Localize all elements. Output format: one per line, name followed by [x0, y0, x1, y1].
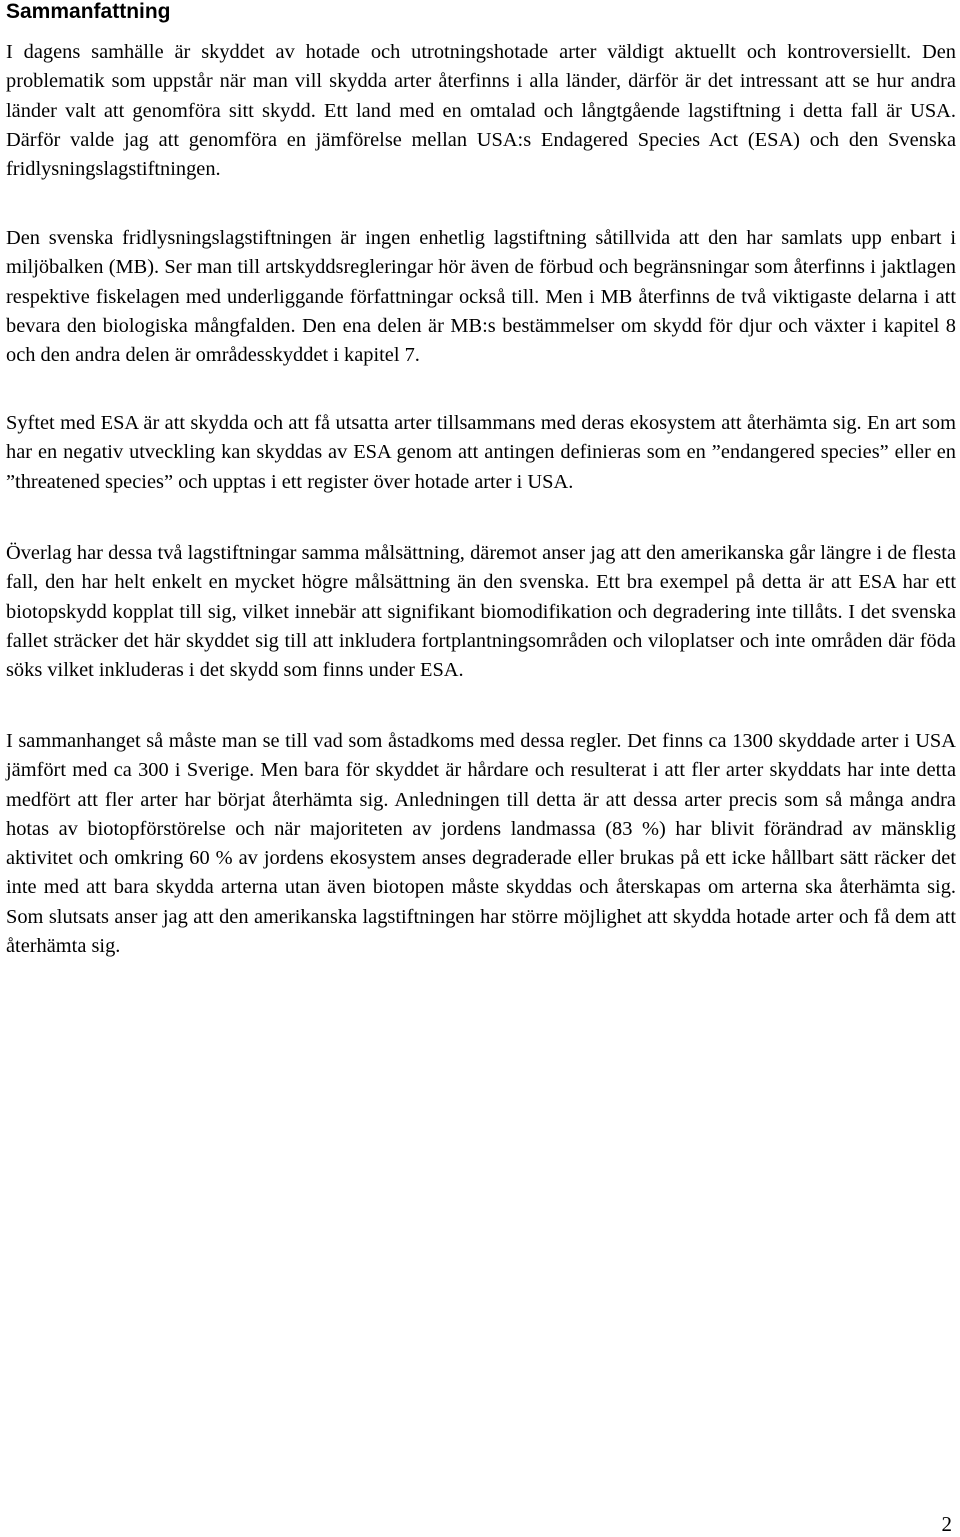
paragraph-comparison: Överlag har dessa två lagstiftningar samma målsättning, däremot anser jag att den amerikanska går längre i de flesta fall, den har helt enkelt en mycket högre målsättning än den svenska. Ett bra exempel på detta är att ESA har ett biotopskydd kopplat till sig, vilket innebär att signifikant biomodifikation och degradering inte tillåts. I det svenska fallet sträcker det här skyddet sig till att inkludera fortplantningsområden och viloplatser och inte områden där föda söks vilket inkluderas i det skydd som finns under ESA.	[6, 542, 956, 682]
paragraph-conclusion: I sammanhanget så måste man se till vad som åstadkoms med dessa regler. Det finns ca 1300 skyddade arter i USA jämfört med ca 300 i Sverige. Men bara för skyddet är hårdare och resulterat i att fler arter skyddats har inte detta medfört att fler arter har börjat återhämta sig. Anledningen till detta är att dessa arter precis som så många andra hotas av biotopförstörelse och när majoriteten av jordens landmassa (83 %) har blivit förändrad av mänsklig aktivitet och omkring 60 % av jordens ekosystem anses degraderade eller brukas på ett icke hållbart sätt räcker det inte med att bara skydda arterna utan även biotopen måste skyddas och återskapas om arterna ska återhämta sig. Som slutsats anser jag att den amerikanska lagstiftningen har större möjlighet att skydda hotade arter och få dem att återhämta sig.	[6, 730, 956, 958]
section-heading: Sammanfattning	[6, 0, 171, 23]
paragraph-swedish-legislation: Den svenska fridlysningslagstiftningen är ingen enhetlig lagstiftning såtillvida att den har samlats upp enbart i miljöbalken (MB). Ser man till artskyddsregleringar hör även de förbud och begränsningar som återfinns i jaktlagen respektive fiskelagen med underliggande författningar också till. Men i MB återfinns de två viktigaste delarna i att bevara den biologiska mångfalden. Den ena delen är MB:s bestämmelser om skydd för djur och växter i kapitel 8 och den andra delen är områdesskyddet i kapitel 7.	[6, 227, 956, 367]
page-number: 2	[941, 1512, 952, 1536]
paragraph-introduction: I dagens samhälle är skyddet av hotade och utrotningshotade arter väldigt aktuellt och kontroversiellt. Den problematik som uppstår när man vill skydda arter återfinns i alla länder, därför är det intressant att se hur andra länder valt att genomföra sitt skydd. Ett land med en omtalad och långtgående lagstiftning i detta fall är USA. Därför valde jag att genomföra en jämförelse mellan USA:s Endagered Species Act (ESA) och den Svenska fridlysningslagstiftningen.	[6, 41, 956, 181]
paragraph-esa-purpose: Syftet med ESA är att skydda och att få utsatta arter tillsammans med deras ekosystem att återhämta sig. En art som har en negativ utveckling kan skyddas av ESA genom att antingen definieras som en ”endangered species” eller en ”threatened species” och upptas i ett register över hotade arter i USA.	[6, 412, 956, 493]
